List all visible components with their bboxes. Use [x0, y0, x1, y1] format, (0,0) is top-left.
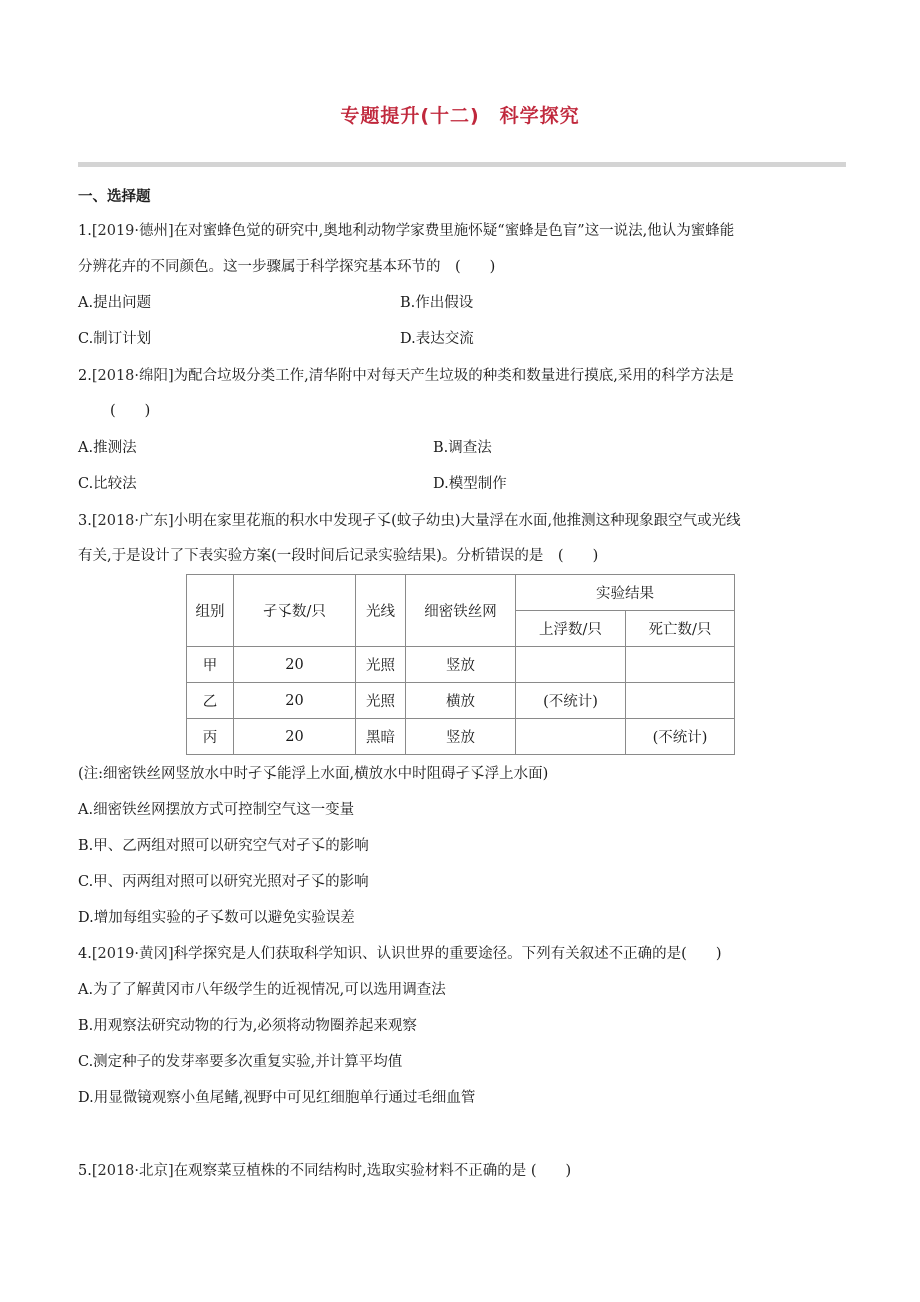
table-cell: 光照 — [356, 683, 406, 719]
q2-line1 — [78, 366, 734, 386]
q3-option-d[interactable]: D.增加每组实验的孑孓数可以避免实验误差 — [78, 910, 355, 926]
header-larva-count: 孑孓数/只 — [234, 575, 356, 647]
q1-option-b[interactable]: B.作出假设 — [400, 295, 474, 311]
q2-option-d[interactable]: D.模型制作 — [433, 476, 507, 492]
q2-text: 为配合垃圾分类工作,清华附中对每天产生垃圾的种类和数量进行摸底,采用的科学方法是 — [173, 368, 734, 384]
header-light: 光线 — [356, 575, 406, 647]
subheader-floating: 上浮数/只 — [516, 611, 626, 647]
table-row — [187, 683, 735, 719]
q1-option-c[interactable]: C.制订计划 — [78, 331, 152, 347]
table-row — [187, 647, 735, 683]
table-cell: 乙 — [187, 683, 234, 719]
q2-number: 2. — [78, 368, 92, 384]
table-cell: 横放 — [406, 683, 516, 719]
q1-number: 1. — [78, 223, 92, 239]
q2-answer-bracket: ( ) — [110, 403, 151, 419]
q1-source: [2019·德州] — [91, 223, 174, 239]
q3-option-a[interactable]: A.细密铁丝网摆放方式可控制空气这一变量 — [78, 802, 355, 818]
q1-line1 — [78, 221, 734, 241]
q1-line2: 分辨花卉的不同颜色。这一步骤属于科学探究基本环节的 ( ) — [78, 259, 496, 275]
q3-source: [2018·广东] — [91, 513, 174, 529]
table-cell: 丙 — [187, 719, 234, 755]
q4-text: 科学探究是人们获取科学知识、认识世界的重要途径。下列有关叙述不正确的是( ) — [173, 946, 722, 962]
q4-option-a[interactable]: A.为了了解黄冈市八年级学生的近视情况,可以选用调查法 — [78, 982, 446, 998]
subheader-dead: 死亡数/只 — [626, 611, 735, 647]
q3-number: 3. — [78, 513, 92, 529]
table-cell — [516, 719, 626, 755]
q3-line1 — [78, 511, 741, 531]
q5-source: [2018·北京] — [91, 1163, 174, 1179]
section-title: 一、选择题 — [78, 189, 151, 205]
table-cell: 20 — [234, 683, 356, 719]
table-cell: (不统计) — [626, 719, 735, 755]
q3-text: 小明在家里花瓶的积水中发现孑孓(蚊子幼虫)大量浮在水面,他推测这种现象跟空气或光线 — [173, 513, 741, 529]
table-cell — [626, 683, 735, 719]
table-row — [187, 719, 735, 755]
q5-number: 5. — [78, 1163, 92, 1179]
q2-option-a[interactable]: A.推测法 — [78, 440, 137, 456]
q3-line2: 有关,于是设计了下表实验方案(一段时间后记录实验结果)。分析错误的是 ( ) — [78, 548, 599, 564]
q4-number: 4. — [78, 946, 92, 962]
table-cell: 甲 — [187, 647, 234, 683]
q4-option-d[interactable]: D.用显微镜观察小鱼尾鳍,视野中可见红细胞单行通过毛细血管 — [78, 1090, 476, 1106]
q3-option-b[interactable]: B.甲、乙两组对照可以研究空气对孑孓的影响 — [78, 838, 369, 854]
table-cell: 竖放 — [406, 719, 516, 755]
q3-note: (注:细密铁丝网竖放水中时孑孓能浮上水面,横放水中时阻碍孑孓浮上水面) — [78, 766, 549, 782]
q4-source: [2019·黄冈] — [91, 946, 174, 962]
header-results: 实验结果 — [516, 575, 735, 611]
experiment-table — [186, 574, 735, 755]
q3-option-c[interactable]: C.甲、丙两组对照可以研究光照对孑孓的影响 — [78, 874, 369, 890]
header-wire-mesh: 细密铁丝网 — [406, 575, 516, 647]
title-divider — [78, 162, 846, 167]
q5-text: 在观察菜豆植株的不同结构时,选取实验材料不正确的是 ( ) — [173, 1163, 572, 1179]
table-cell: 光照 — [356, 647, 406, 683]
q2-option-c[interactable]: C.比较法 — [78, 476, 137, 492]
q1-text: 在对蜜蜂色觉的研究中,奥地利动物学家费里施怀疑“蜜蜂是色盲”这一说法,他认为蜜蜂能 — [173, 223, 735, 239]
header-group: 组别 — [187, 575, 234, 647]
q4-option-b[interactable]: B.用观察法研究动物的行为,必须将动物圈养起来观察 — [78, 1018, 417, 1034]
q2-option-b[interactable]: B.调查法 — [433, 440, 492, 456]
q1-option-d[interactable]: D.表达交流 — [400, 331, 474, 347]
table-header-row — [187, 575, 735, 611]
table-cell: 20 — [234, 719, 356, 755]
table-cell: 黑暗 — [356, 719, 406, 755]
q4-option-c[interactable]: C.测定种子的发芽率要多次重复实验,并计算平均值 — [78, 1054, 403, 1070]
page-title: 专题提升(十二) 科学探究 — [340, 105, 580, 127]
q2-source: [2018·绵阳] — [91, 368, 174, 384]
table-cell: 竖放 — [406, 647, 516, 683]
q1-option-a[interactable]: A.提出问题 — [78, 295, 152, 311]
table-cell: (不统计) — [516, 683, 626, 719]
q5-line1 — [78, 1161, 571, 1181]
table-cell: 20 — [234, 647, 356, 683]
q4-line1 — [78, 944, 721, 964]
table-cell — [626, 647, 735, 683]
table-cell — [516, 647, 626, 683]
